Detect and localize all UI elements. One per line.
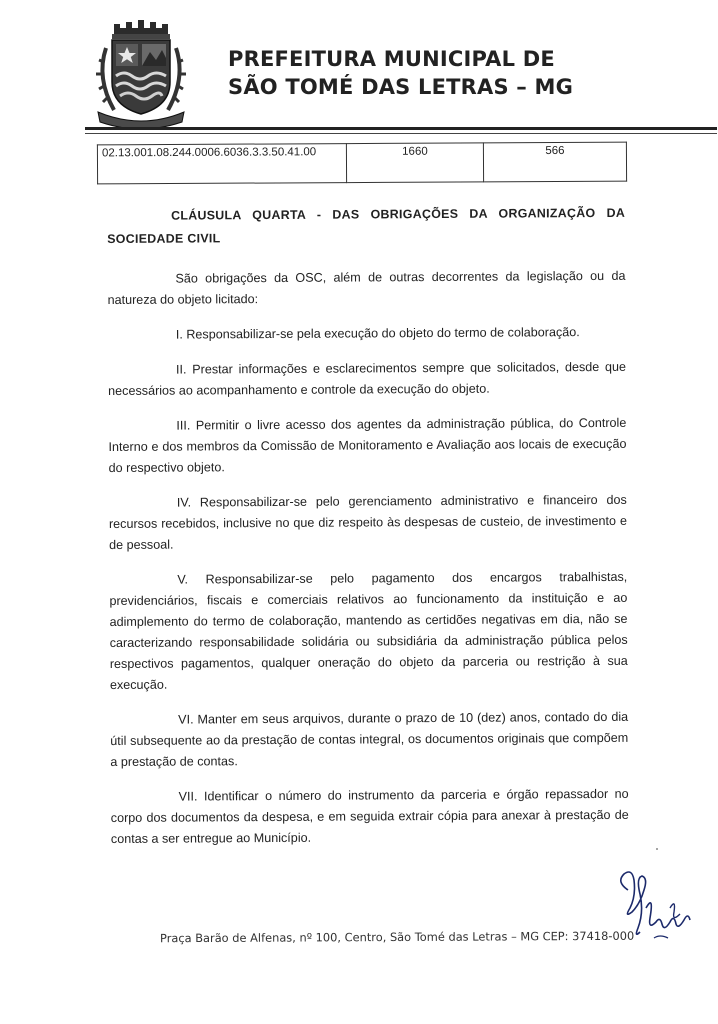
table-cell-budget-code: 02.13.001.08.244.0006.6036.3.3.50.41.00	[97, 144, 346, 184]
document-body	[107, 202, 629, 864]
table-row	[97, 142, 626, 184]
clause-item-1: I. Responsabilizar-se pela execução do objeto do termo de colaboração.	[175, 325, 580, 342]
table-cell-value-2: 566	[483, 142, 626, 182]
budget-table	[97, 142, 627, 185]
clause-item-5: V. Responsabilizar-se pelo pagamento dos encargos trabalhistas, previdenciários, fiscais e comerciais relativos ao funcionamento da instituição e ao adimplemento do termo de colaboração, mantendo as certidões negativas em dia, não se caracterizando responsabilidade solidária ou subsidiária da administração pública pelos respectivos pagamentos, qualquer oneração do objeto da parceria ou restrição à sua execução.	[109, 569, 628, 692]
footer-address: Praça Barão de Alfenas, nº 100, Centro, São Tomé das Letras – MG CEP: 37418-000	[159, 928, 635, 946]
title-line-2: SÃO TOMÉ DAS LETRAS – MG	[228, 75, 574, 99]
clause-item-4: IV. Responsabilizar-se pelo gerenciamento administrativo e financeiro dos recursos recebidos, inclusive no que diz respeito às despesas de custeio, de investimento e de pessoal.	[108, 492, 627, 552]
header-divider	[85, 127, 717, 130]
title-line-1: PREFEITURA MUNICIPAL DE	[228, 47, 555, 71]
clause-item-6: VI. Manter em seus arquivos, durante o prazo de 10 (dez) anos, contado do dia útil subsequente ao da prestação de contas integral, os documentos originais que compõem a prestação de contas.	[110, 709, 629, 769]
scan-speck	[656, 848, 658, 850]
municipal-coat-of-arms-icon	[92, 18, 188, 130]
clause-item-2: II. Prestar informações e esclarecimentos sempre que solicitados, desde que necessários ao acompanhamento e controle da execução do objeto.	[108, 359, 627, 398]
clause-item-7: VII. Identificar o número do instrumento da parceria e órgão repassador no corpo dos documentos da despesa, e em seguida extrair cópia para anexar à prestação de contas a ser entregue ao Município.	[110, 786, 629, 846]
clause-item-3: III. Permitir o livre acesso dos agentes da administração pública, do Controle Interno e dos membros da Comissão de Monitoramento e Avaliação aos locais de execução do respectivo objeto.	[108, 415, 627, 475]
header-divider-thin	[85, 133, 717, 134]
clause-intro: São obrigações da OSC, além de outras decorrentes da legislação ou da natureza do objeto licitado:	[107, 268, 626, 307]
page-title	[228, 45, 573, 101]
clause-heading: CLÁUSULA QUARTA - DAS OBRIGAÇÕES DA ORGANIZAÇÃO DA SOCIEDADE CIVIL	[107, 205, 626, 246]
table-cell-value-1: 1660	[346, 143, 483, 183]
